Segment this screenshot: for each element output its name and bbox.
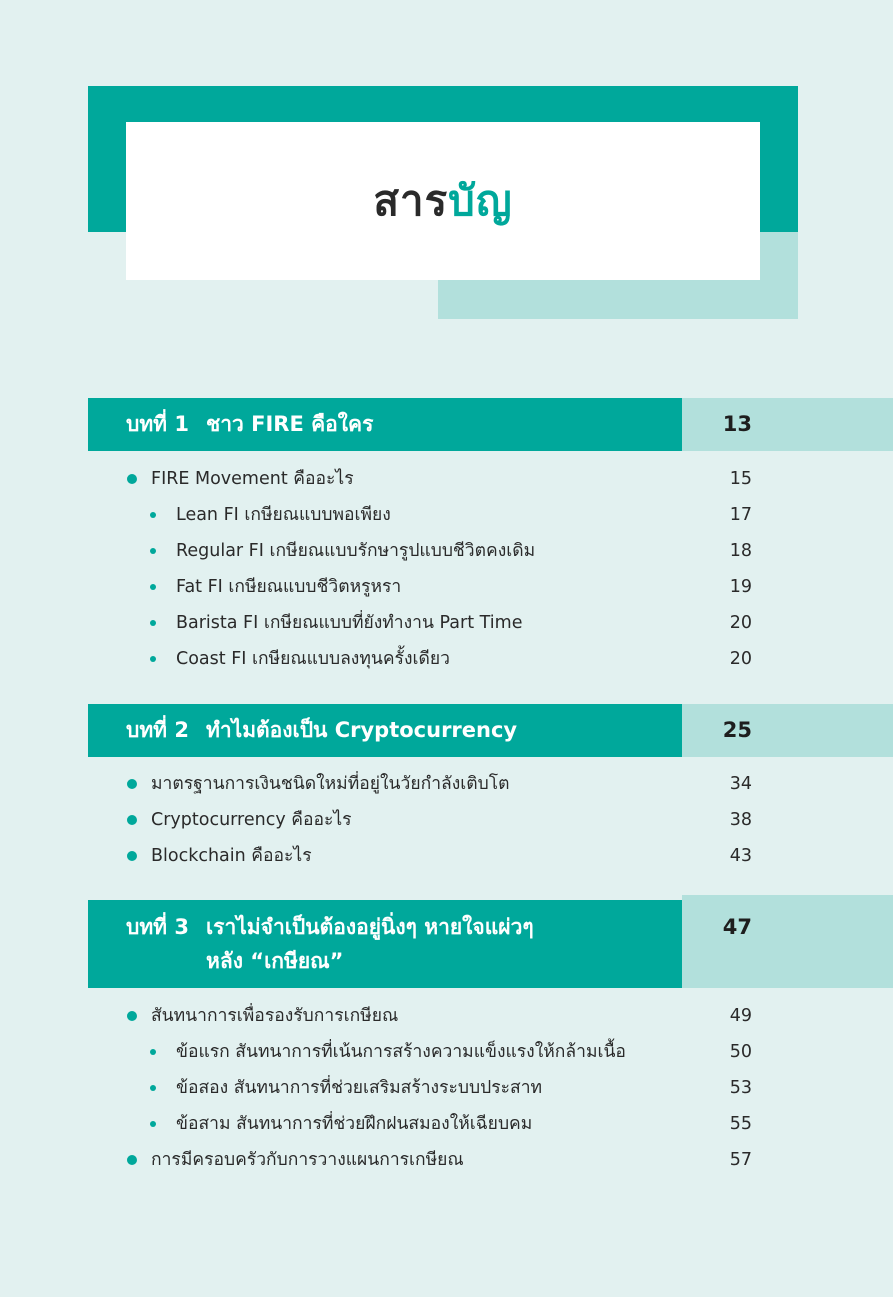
chapter-1-header[interactable] [88, 398, 682, 451]
toc-item[interactable] [0, 802, 893, 838]
chapter-1-page: 13 [722, 412, 752, 436]
chapter-1-label: บทที่ 1 [126, 412, 189, 436]
title-box [126, 122, 760, 280]
toc-item-page: 55 [729, 1114, 752, 1134]
toc-item-page: 34 [729, 774, 752, 794]
bullet-dot [127, 1155, 137, 1165]
bullet-dot [150, 656, 156, 662]
bullet-dot [150, 1085, 156, 1091]
toc-subitem[interactable] [0, 1034, 893, 1070]
chapter-2-header[interactable] [88, 704, 682, 757]
toc-item[interactable] [0, 998, 893, 1034]
toc-item-page: 20 [729, 613, 752, 633]
title-part-accent: บัญ [448, 176, 513, 225]
toc-subitem[interactable] [0, 569, 893, 605]
toc-subitem[interactable] [0, 1106, 893, 1142]
toc-item-text: Fat FI เกษียณแบบชีวิตหรูหรา [176, 577, 402, 597]
bullet-dot [127, 474, 137, 484]
bullet-dot [150, 512, 156, 518]
toc-item[interactable] [0, 766, 893, 802]
toc-item-text: Regular FI เกษียณแบบรักษารูปแบบชีวิตคงเดิม [176, 541, 536, 561]
chapter-2-label: บทที่ 2 [126, 718, 189, 742]
toc-item-text: มาตรฐานการเงินชนิดใหม่ที่อยู่ในวัยกำลังเติบโต [151, 774, 510, 794]
toc-item-page: 43 [729, 846, 752, 866]
toc-item-text: Lean FI เกษียณแบบพอเพียง [176, 505, 391, 525]
chapter-3-title-line-1: เราไม่จำเป็นต้องอยู่นิ่งๆ หายใจแผ่วๆ [206, 915, 534, 939]
toc-item[interactable] [0, 838, 893, 874]
toc-subitem[interactable] [0, 1070, 893, 1106]
bullet-dot [150, 620, 156, 626]
bullet-dot [150, 1121, 156, 1127]
toc-item-text: FIRE Movement คืออะไร [151, 469, 354, 489]
page-title [373, 168, 512, 234]
toc-item-page: 49 [729, 1006, 752, 1026]
toc-item-page: 20 [729, 649, 752, 669]
toc-subitem[interactable] [0, 641, 893, 677]
toc-item-page: 50 [729, 1042, 752, 1062]
toc-item-text: การมีครอบครัวกับการวางแผนการเกษียณ [151, 1150, 464, 1170]
bullet-dot [150, 584, 156, 590]
toc-item-page: 15 [729, 469, 752, 489]
toc-subitem[interactable] [0, 605, 893, 641]
toc-item-page: 38 [729, 810, 752, 830]
bullet-dot [127, 779, 137, 789]
chapter-3-page-box [682, 895, 893, 988]
bullet-dot [150, 548, 156, 554]
toc-item-text: ข้อสอง สันทนาการที่ช่วยเสริมสร้างระบบประสาท [176, 1078, 543, 1098]
chapter-1-title: ชาว FIRE คือใคร [206, 412, 374, 436]
bullet-dot [127, 815, 137, 825]
bullet-dot [127, 1011, 137, 1021]
toc-item-text: Barista FI เกษียณแบบที่ยังทำงาน Part Time [176, 613, 523, 633]
chapter-3-page: 47 [722, 915, 752, 939]
toc-item-page: 17 [729, 505, 752, 525]
toc-item-page: 19 [729, 577, 752, 597]
toc-item[interactable] [0, 461, 893, 497]
chapter-2-page: 25 [722, 718, 752, 742]
chapter-3-header[interactable] [88, 900, 682, 988]
title-part-dark: สาร [373, 176, 449, 225]
toc-item-page: 57 [729, 1150, 752, 1170]
toc-item-page: 53 [729, 1078, 752, 1098]
toc-item-text: ข้อสาม สันทนาการที่ช่วยฝึกฝนสมองให้เฉียบคม [176, 1114, 533, 1134]
chapter-3-title-line-2: หลัง “เกษียณ” [206, 949, 344, 973]
toc-subitem[interactable] [0, 533, 893, 569]
toc-item-text: Blockchain คืออะไร [151, 846, 312, 866]
toc-item-text: Coast FI เกษียณแบบลงทุนครั้งเดียว [176, 649, 450, 669]
bullet-dot [150, 1049, 156, 1055]
chapter-2-title: ทำไมต้องเป็น Cryptocurrency [206, 718, 518, 742]
toc-item[interactable] [0, 1142, 893, 1178]
toc-item-text: Cryptocurrency คืออะไร [151, 810, 352, 830]
toc-item-text: ข้อแรก สันทนาการที่เน้นการสร้างความแข็งแรงให้กล้ามเนื้อ [176, 1042, 626, 1062]
bullet-dot [127, 851, 137, 861]
toc-item-text: สันทนาการเพื่อรองรับการเกษียณ [151, 1006, 399, 1026]
toc-item-page: 18 [729, 541, 752, 561]
chapter-2-page-box [682, 704, 893, 757]
chapter-3-label: บทที่ 3 [126, 915, 189, 939]
toc-subitem[interactable] [0, 497, 893, 533]
chapter-1-page-box [682, 398, 893, 451]
